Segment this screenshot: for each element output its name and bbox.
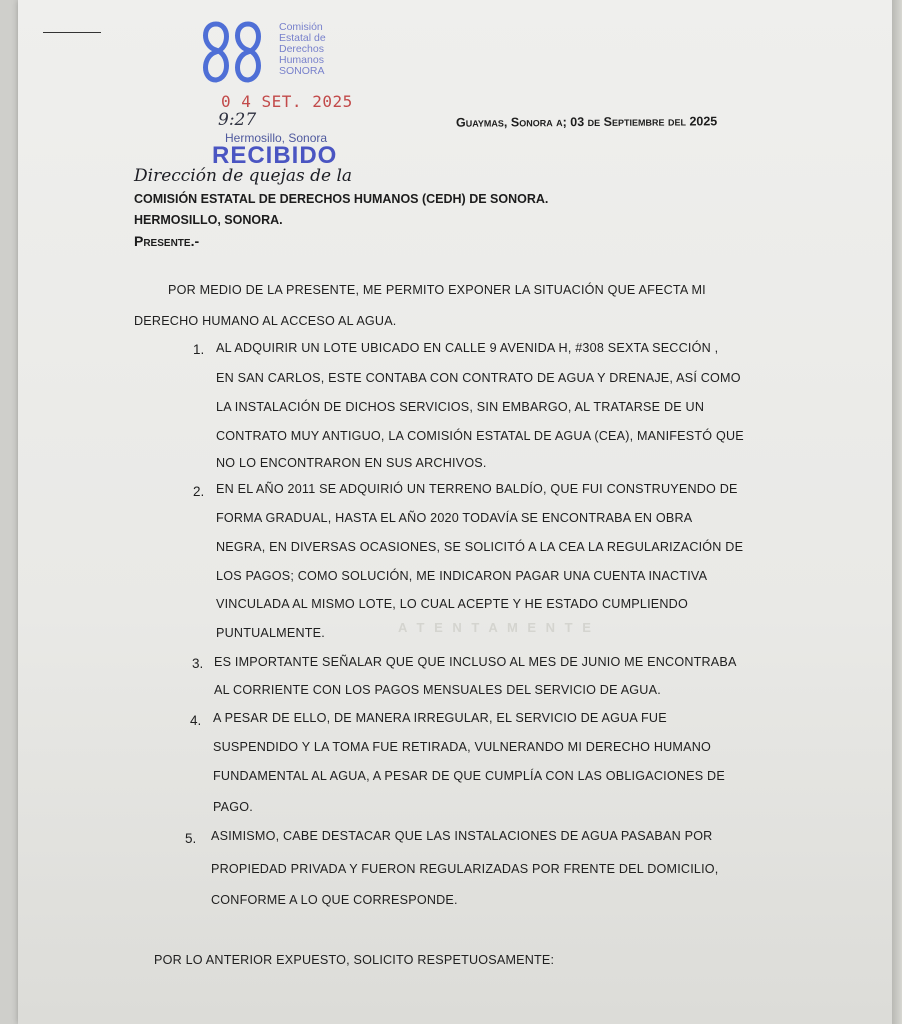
stamp-received-label: RECIBIDO [212,142,338,169]
item-line: AL ADQUIRIR UN LOTE UBICADO EN CALLE 9 AVENIDA H, #308 SEXTA SECCIÓN , [216,341,719,355]
stamp-org-line: Comisión [279,21,323,33]
background-edge [892,0,902,1024]
document-page [18,0,893,1024]
item-number: 1. [193,342,205,357]
item-line: FORMA GRADUAL, HASTA EL AÑO 2020 TODAVÍA SE ENCONTRABA EN OBRA [216,511,693,525]
item-line: VINCULADA AL MISMO LOTE, LO CUAL ACEPTE Y HE ESTADO CUMPLIENDO [216,597,688,611]
item-line: LOS PAGOS; COMO SOLUCIÓN, ME INDICARON PAGAR UNA CUENTA INACTIVA [216,569,708,583]
stamp-date: 0 4 SET. 2025 [221,92,353,111]
addressee-line-1: COMISIÓN ESTATAL DE DERECHOS HUMANOS (CEDH) DE SONORA. [134,192,549,206]
corner-mark [43,32,101,33]
handwritten-note: Dirección de quejas de la [134,166,353,186]
item-line: FUNDAMENTAL AL AGUA, A PESAR DE QUE CUMPLÍA CON LAS OBLIGACIONES DE [213,769,725,783]
item-line: PROPIEDAD PRIVADA Y FUERON REGULARIZADAS POR FRENTE DEL DOMICILIO, [211,862,719,876]
addressee-line-3: Presente.- [134,233,200,249]
stamp-city: Hermosillo, Sonora [225,131,328,145]
item-line: PUNTUALMENTE. [216,626,325,640]
stamp-org-line: Estatal de [279,32,326,44]
intro-line-2: DERECHO HUMANO AL ACCESO AL AGUA. [134,314,397,328]
stamp-org-name [279,22,369,77]
reception-stamp [196,16,366,176]
item-line: ASIMISMO, CABE DESTACAR QUE LAS INSTALACIONES DE AGUA PASABAN POR [211,829,713,843]
item-number: 2. [193,484,205,499]
stamp-org-line: Humanos [279,54,324,66]
stamp-org-line: SONORA [279,65,325,77]
item-line: PAGO. [213,800,253,814]
intro-line-1: POR MEDIO DE LA PRESENTE, ME PERMITO EXPONER LA SITUACIÓN QUE AFECTA MI [168,283,706,297]
stamp-org-line: Derechos [279,43,324,55]
item-line: CONTRATO MUY ANTIGUO, LA COMISIÓN ESTATAL DE AGUA (CEA), MANIFESTÓ QUE [216,429,744,443]
item-line: EN EL AÑO 2011 SE ADQUIRIÓ UN TERRENO BALDÍO, QUE FUI CONSTRUYENDO DE [216,482,738,496]
item-line: ES IMPORTANTE SEÑALAR QUE QUE INCLUSO AL MES DE JUNIO ME ENCONTRABA [214,655,737,669]
item-number: 3. [192,656,204,671]
item-number: 5. [185,831,197,846]
item-line: AL CORRIENTE CON LOS PAGOS MENSUALES DEL SERVICIO DE AGUA. [214,683,661,697]
item-line: LA INSTALACIÓN DE DICHOS SERVICIOS, SIN EMBARGO, AL TRATARSE DE UN [216,400,705,414]
cedh-logo-icon [196,16,280,88]
item-line: EN SAN CARLOS, ESTE CONTABA CON CONTRATO DE AGUA Y DRENAJE, ASÍ COMO [216,371,741,385]
item-line: CONFORME A LO QUE CORRESPONDE. [211,893,458,907]
addressee-line-2: HERMOSILLO, SONORA. [134,213,283,227]
place-date: Guaymas, Sonora a; 03 de Septiembre del 2025 [455,114,718,130]
item-line: NO LO ENCONTRARON EN SUS ARCHIVOS. [216,456,487,470]
faded-watermark: A T E N T A M E N T E [398,620,594,635]
item-line: SUSPENDIDO Y LA TOMA FUE RETIRADA, VULNERANDO MI DERECHO HUMANO [213,740,712,754]
item-line: A PESAR DE ELLO, DE MANERA IRREGULAR, EL SERVICIO DE AGUA FUE [213,711,667,725]
closing-line: POR LO ANTERIOR EXPUESTO, SOLICITO RESPETUOSAMENTE: [154,953,555,967]
item-line: NEGRA, EN DIVERSAS OCASIONES, SE SOLICITÓ A LA CEA LA REGULARIZACIÓN DE [216,540,744,554]
stamp-time: 9:27 [218,110,257,130]
item-number: 4. [190,713,202,728]
